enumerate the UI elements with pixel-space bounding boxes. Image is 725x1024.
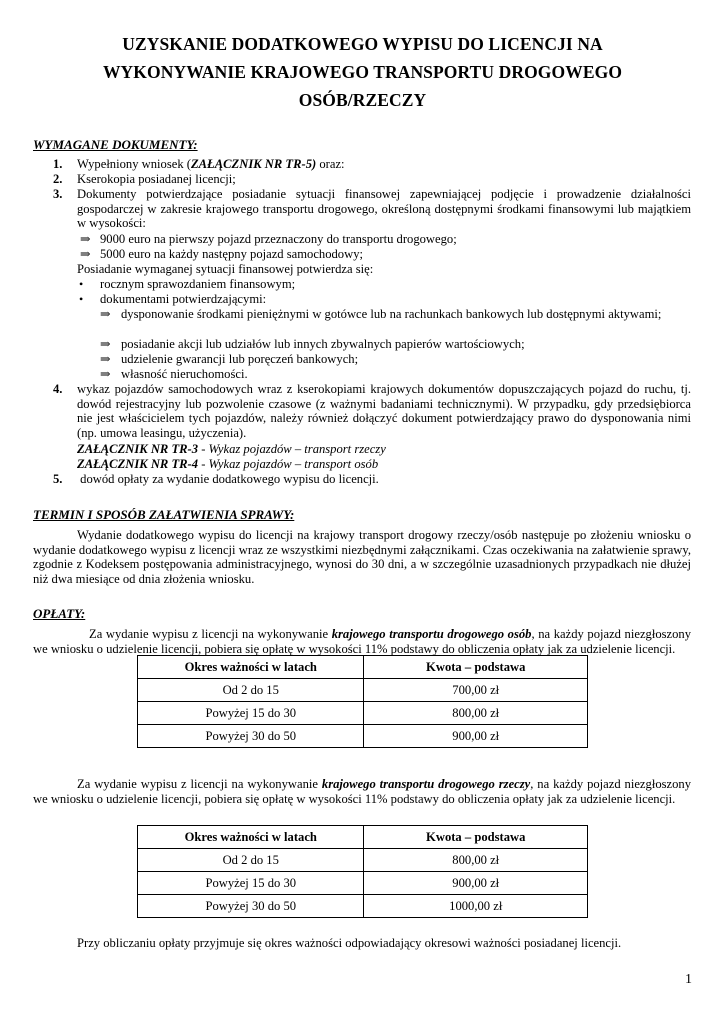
item-1-number: 1.	[53, 157, 63, 171]
deadline-text: Wydanie dodatkowego wypisu do licencji na krajowy transport drogowy rzeczy/osób następuje po złożeniu wniosku o wydanie dodatkowego wypisu z licencji wraz ze wszystkimi niezbędnymi załącznikami. Czas oczekiwania na załatwienie sprawy, zgodnie z Kodeksem postępowania administracyjnego, wynosi do 30 dni, a w szczególnie uzasadnionych przypadkach nie dłużej niż dwa miesiące od dnia złożenia wniosku.	[33, 528, 691, 586]
item-3-number: 3.	[53, 187, 63, 201]
table-row	[138, 702, 588, 725]
goods-fee-table	[137, 825, 588, 918]
col-amount-header: Kwota – podstawa	[364, 826, 588, 849]
amount-cell: 800,00 zł	[364, 702, 588, 725]
arrow-icon: ⇒	[100, 307, 111, 321]
title-line-3: OSÓB/RZECZY	[298, 90, 427, 110]
period-cell: Powyżej 30 do 50	[138, 725, 364, 748]
persons-transport-label: krajowego transportu drogowego osób	[331, 627, 532, 641]
table-row	[138, 895, 588, 918]
period-cell: Od 2 do 15	[138, 849, 364, 872]
item-3-text: Dokumenty potwierdzające posiadanie sytuacji finansowej zapewniającej podjęcie i prowadzenie działalności gospodarczej w zakresie krajowego transportu drogowego, określoną dostępnymi środkami finansowymi lub majątkiem w wysokości:	[77, 187, 691, 231]
period-cell: Od 2 do 15	[138, 679, 364, 702]
amount-cell: 900,00 zł	[364, 872, 588, 895]
table-row	[138, 849, 588, 872]
item-2-number: 2.	[53, 172, 63, 186]
period-cell: Powyżej 15 do 30	[138, 872, 364, 895]
fees-heading: OPŁATY:	[33, 606, 86, 621]
arrow-icon: ⇒	[80, 247, 91, 261]
deadline-heading: TERMIN I SPOSÓB ZAŁATWIENIA SPRAWY:	[33, 507, 295, 522]
item-5-number: 5.	[53, 472, 63, 486]
bullet-icon: •	[79, 292, 84, 306]
amount-next-vehicle: 5000 euro na każdy następny pojazd samochodowy;	[100, 247, 363, 261]
fees-persons-intro: Za wydanie wypisu z licencji na wykonywanie krajowego transportu drogowego osób, na każdy pojazd niezgłoszony we wniosku o udzielenie licencji, pobiera się opłatę w wysokości 11% podstawy do obliczenia opłaty jak za udzielenie licencji.	[33, 627, 692, 656]
amount-first-vehicle: 9000 euro na pierwszy pojazd przeznaczony do transportu drogowego;	[100, 232, 457, 246]
table-row	[138, 872, 588, 895]
col-period-header: Okres ważności w latach	[138, 656, 364, 679]
table-row	[138, 679, 588, 702]
page-title	[60, 30, 665, 114]
title-line-2: WYKONYWANIE KRAJOWEGO TRANSPORTU DROGOWEGO	[102, 62, 623, 82]
page-number: 1	[685, 972, 692, 987]
item-4-number: 4.	[53, 382, 63, 396]
amount-cell: 800,00 zł	[364, 849, 588, 872]
attachment-tr4: ZAŁĄCZNIK NR TR-4 - Wykaz pojazdów – transport osób	[77, 457, 379, 471]
arrow-icon: ⇒	[100, 337, 111, 351]
arrow-icon: ⇒	[100, 367, 111, 381]
fees-footnote: Przy obliczaniu opłaty przyjmuje się okres ważności odpowiadający okresowi ważności posiadanej licencji.	[77, 936, 622, 950]
table-header-row	[138, 656, 588, 679]
amount-cell: 900,00 zł	[364, 725, 588, 748]
item-4-text: wykaz pojazdów samochodowych wraz z kserokopiami krajowych dokumentów dopuszczających pojazd do ruchu, tj. dowód rejestracyjny lub pozwolenie czasowe (z ważnymi badaniami technicznymi). W przypadku, gdy przedsiębiorca nie jest właścicielem tych pojazdów, należy również dołączyć dokument potwierdzający prawo do dysponowania nimi (np. umowa leasingu, użyczenia).	[77, 382, 691, 440]
confirm-bullet-2: dokumentami potwierdzającymi:	[100, 292, 267, 306]
table-header-row	[138, 826, 588, 849]
confirm-intro: Posiadanie wymaganej sytuacji finansowej potwierdza się:	[77, 262, 374, 276]
bullet-icon: •	[79, 277, 84, 291]
period-cell: Powyżej 30 do 50	[138, 895, 364, 918]
item-2-text: Kserokopia posiadanej licencji;	[77, 172, 236, 186]
arrow-icon: ⇒	[100, 352, 111, 366]
attachment-tr5: ZAŁĄCZNIK NR TR-5)	[190, 157, 317, 171]
table-row	[138, 725, 588, 748]
confirm-sub-2: posiadanie akcji lub udziałów lub innych zbywalnych papierów wartościowych;	[121, 337, 525, 351]
confirm-sub-1: dysponowanie środkami pieniężnymi w gotówce lub na rachunkach bankowych lub dostępnymi aktywami;	[121, 307, 662, 321]
goods-transport-label: krajowego transportu drogowego rzeczy	[321, 777, 531, 791]
col-period-header: Okres ważności w latach	[138, 826, 364, 849]
arrow-icon: ⇒	[80, 232, 91, 246]
confirm-bullet-1: rocznym sprawozdaniem finansowym;	[100, 277, 296, 291]
confirm-sub-4: własność nieruchomości.	[121, 367, 248, 381]
amount-cell: 700,00 zł	[364, 679, 588, 702]
persons-fee-table	[137, 655, 588, 748]
item-5-text: dowód opłaty za wydanie dodatkowego wypisu do licencji.	[77, 472, 379, 486]
period-cell: Powyżej 15 do 30	[138, 702, 364, 725]
attachment-tr3: ZAŁĄCZNIK NR TR-3 - Wykaz pojazdów – transport rzeczy	[77, 442, 386, 456]
amount-cell: 1000,00 zł	[364, 895, 588, 918]
fees-goods-intro: Za wydanie wypisu z licencji na wykonywanie krajowego transportu drogowego rzeczy, na każdy pojazd niezgłoszony we wniosku o udzielenie licencji, pobiera się opłatę w wysokości 11% podstawy do obliczenia opłaty jak za udzielenie licencji.	[33, 777, 691, 806]
col-amount-header: Kwota – podstawa	[364, 656, 588, 679]
required-docs-heading: WYMAGANE DOKUMENTY:	[33, 137, 198, 152]
title-line-1: UZYSKANIE DODATKOWEGO WYPISU DO LICENCJI NA	[122, 34, 603, 54]
item-1-text: Wypełniony wniosek (ZAŁĄCZNIK NR TR-5) oraz:	[77, 157, 345, 171]
confirm-sub-3: udzielenie gwarancji lub poręczeń bankowych;	[121, 352, 359, 366]
